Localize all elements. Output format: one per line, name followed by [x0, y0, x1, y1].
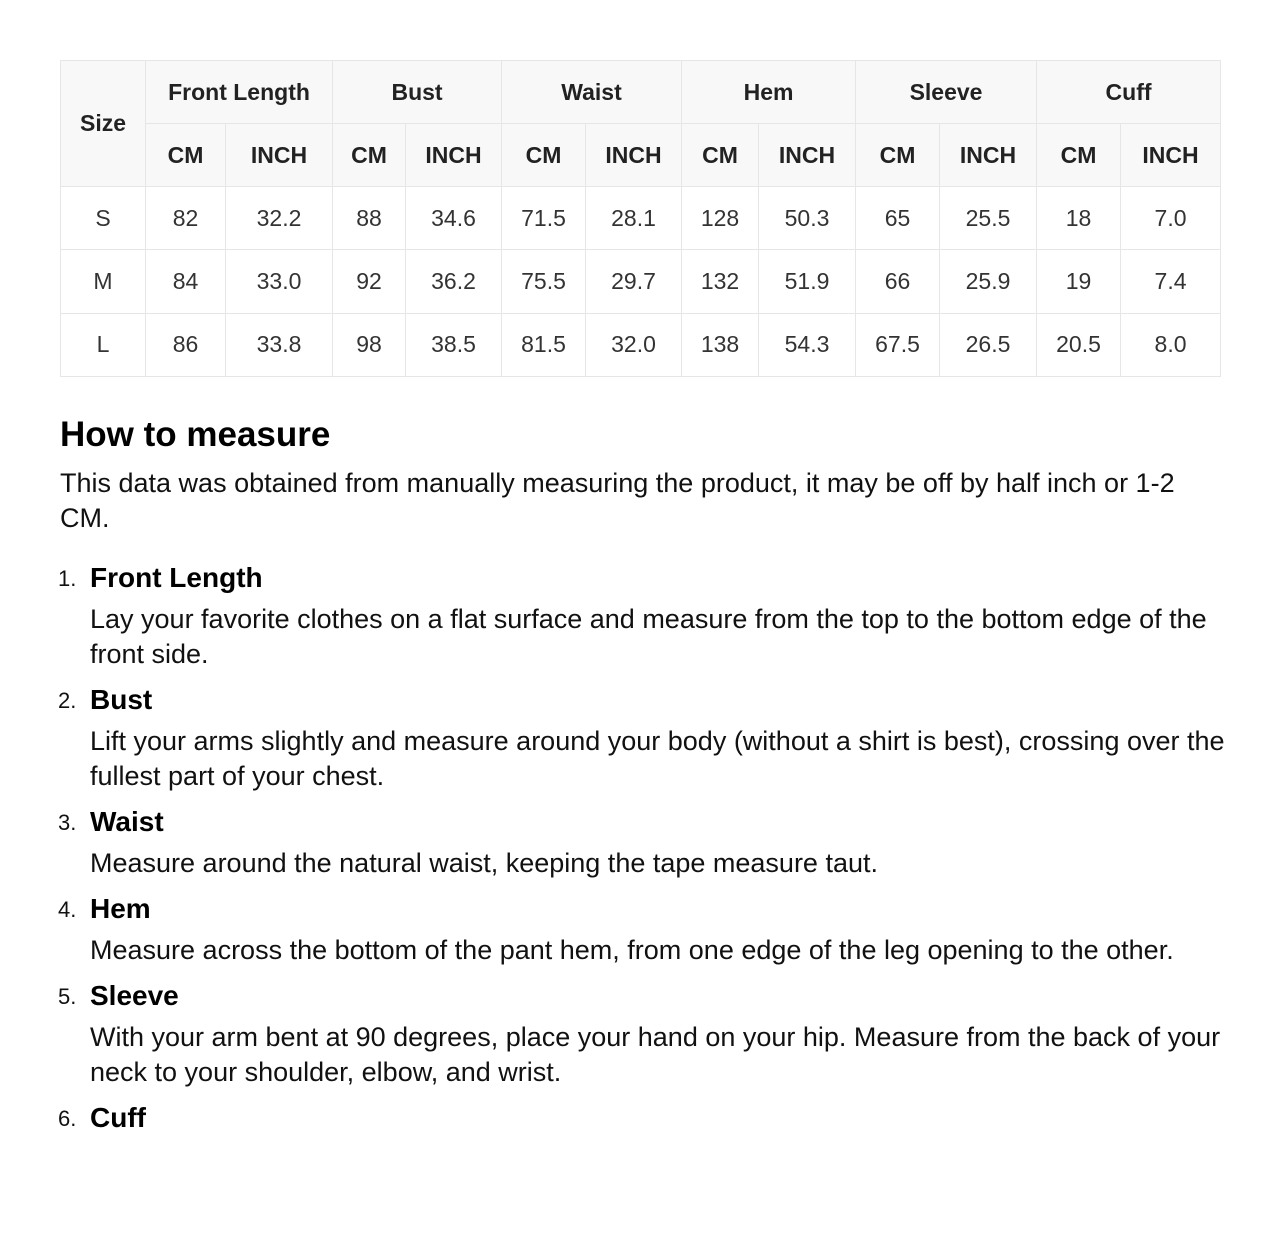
list-item-front-length [60, 558, 1225, 672]
step-description: Lay your favorite clothes on a flat surface and measure from the top to the bottom edge of the front side. [90, 604, 1207, 669]
table-cell: 33.0 [226, 250, 333, 313]
table-cell: 86 [146, 313, 226, 376]
step-number: 4. [58, 897, 77, 922]
step-number: 1. [58, 566, 77, 591]
table-cell: 29.7 [586, 250, 682, 313]
unit-header-cm: CM [1037, 124, 1121, 187]
table-cell: 66 [856, 250, 940, 313]
table-cell: 132 [682, 250, 759, 313]
list-item-cuff [60, 1098, 1225, 1138]
step-number: 3. [58, 810, 77, 835]
measure-steps-list [60, 558, 1225, 1146]
table-cell: 7.4 [1121, 250, 1221, 313]
group-header-bust: Bust [333, 61, 502, 124]
group-header-cuff: Cuff [1037, 61, 1221, 124]
step-description: Measure around the natural waist, keeping the tape measure taut. [90, 848, 878, 878]
how-to-measure-intro: This data was obtained from manually measuring the product, it may be off by half inch or 1-2 CM. [60, 468, 1175, 533]
table-cell: 32.2 [226, 187, 333, 250]
table-cell: 88 [333, 187, 406, 250]
table-cell: 75.5 [502, 250, 586, 313]
table-cell: 138 [682, 313, 759, 376]
table-row-size-m [61, 250, 1221, 313]
table-cell: 82 [146, 187, 226, 250]
unit-header-cm: CM [146, 124, 226, 187]
list-item-waist [60, 802, 1225, 881]
group-header-hem: Hem [682, 61, 856, 124]
how-to-measure-heading: How to measure [60, 415, 331, 454]
unit-header-inch: INCH [1121, 124, 1221, 187]
unit-header-cm: CM [333, 124, 406, 187]
list-item-hem [60, 889, 1225, 968]
step-title: Hem [90, 893, 151, 924]
table-cell: 71.5 [502, 187, 586, 250]
group-header-waist: Waist [502, 61, 682, 124]
step-title: Front Length [90, 562, 263, 593]
table-cell: 50.3 [759, 187, 856, 250]
table-cell: 28.1 [586, 187, 682, 250]
unit-header-inch: INCH [586, 124, 682, 187]
step-title: Cuff [90, 1102, 146, 1133]
table-cell: 25.9 [940, 250, 1037, 313]
table-cell: 32.0 [586, 313, 682, 376]
table-unit-header-row [61, 124, 1221, 187]
unit-header-cm: CM [682, 124, 759, 187]
table-cell: 8.0 [1121, 313, 1221, 376]
table-cell: 128 [682, 187, 759, 250]
table-cell: 54.3 [759, 313, 856, 376]
unit-header-cm: CM [856, 124, 940, 187]
step-title: Bust [90, 684, 153, 715]
unit-header-inch: INCH [406, 124, 502, 187]
step-description: Lift your arms slightly and measure around your body (without a shirt is best), crossing over the fullest part of your chest. [90, 726, 1225, 791]
step-description: Measure across the bottom of the pant hem, from one edge of the leg opening to the other. [90, 935, 1174, 965]
size-chart-table [60, 60, 1221, 377]
table-cell: 98 [333, 313, 406, 376]
table-cell: 92 [333, 250, 406, 313]
table-cell: 19 [1037, 250, 1121, 313]
step-number: 6. [58, 1106, 77, 1131]
list-item-sleeve [60, 976, 1225, 1090]
table-group-header-row [61, 61, 1221, 124]
table-cell: 7.0 [1121, 187, 1221, 250]
table-row-size-s [61, 187, 1221, 250]
size-cell: S [61, 187, 146, 250]
size-column-header: Size [61, 61, 146, 187]
list-item-bust [60, 680, 1225, 794]
step-number: 5. [58, 984, 77, 1009]
step-number: 2. [58, 688, 77, 713]
step-title: Sleeve [90, 980, 179, 1011]
table-cell: 38.5 [406, 313, 502, 376]
table-cell: 81.5 [502, 313, 586, 376]
table-row-size-l [61, 313, 1221, 376]
table-cell: 65 [856, 187, 940, 250]
unit-header-inch: INCH [759, 124, 856, 187]
table-cell: 20.5 [1037, 313, 1121, 376]
size-cell: L [61, 313, 146, 376]
step-title: Waist [90, 806, 164, 837]
table-cell: 25.5 [940, 187, 1037, 250]
group-header-front-length: Front Length [146, 61, 333, 124]
unit-header-inch: INCH [226, 124, 333, 187]
table-cell: 26.5 [940, 313, 1037, 376]
table-cell: 34.6 [406, 187, 502, 250]
group-header-sleeve: Sleeve [856, 61, 1037, 124]
size-cell: M [61, 250, 146, 313]
table-cell: 84 [146, 250, 226, 313]
table-cell: 51.9 [759, 250, 856, 313]
step-description: With your arm bent at 90 degrees, place your hand on your hip. Measure from the back of your neck to your shoulder, elbow, and wrist. [90, 1022, 1221, 1087]
table-cell: 18 [1037, 187, 1121, 250]
table-cell: 67.5 [856, 313, 940, 376]
table-cell: 36.2 [406, 250, 502, 313]
unit-header-cm: CM [502, 124, 586, 187]
table-cell: 33.8 [226, 313, 333, 376]
unit-header-inch: INCH [940, 124, 1037, 187]
